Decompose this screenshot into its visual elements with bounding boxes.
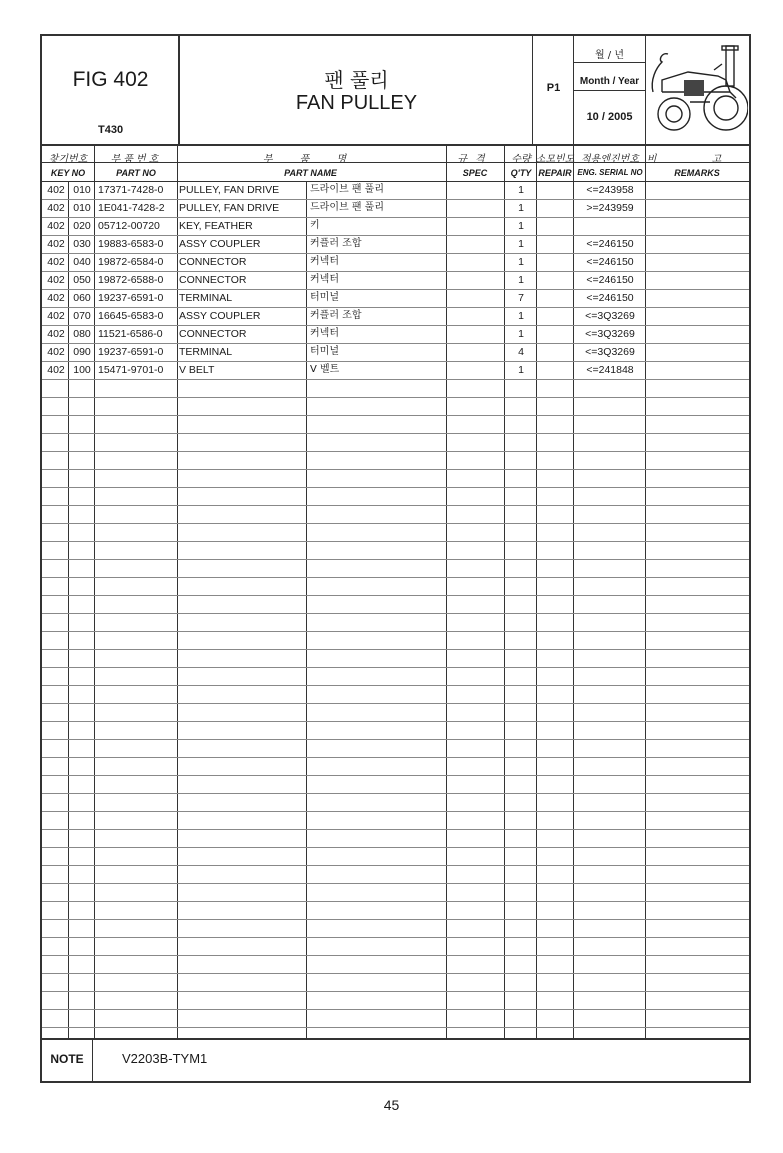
fig-number-cell: 402 xyxy=(47,292,65,304)
page-id: P1 xyxy=(546,82,561,94)
parts-sheet xyxy=(40,34,751,1083)
row-divider xyxy=(42,865,749,866)
key-number-cell: 050 xyxy=(73,274,91,286)
row-divider xyxy=(42,793,749,794)
qty-cell: 1 xyxy=(518,310,524,322)
serial-cell: <=246150 xyxy=(586,274,634,286)
serial-cell: <=3Q3269 xyxy=(585,310,635,322)
key-number-cell: 080 xyxy=(73,328,91,340)
part-number-cell: 15471-9701-0 xyxy=(98,364,164,376)
part-name-cell: CONNECTOR xyxy=(179,256,247,268)
serial-cell: <=246150 xyxy=(586,238,634,250)
part-name-korean-cell: 터미널 xyxy=(310,292,339,303)
serial-cell: <=243958 xyxy=(586,184,634,196)
column-header-spec-ko: 규격 xyxy=(457,154,493,165)
column-header-part-no: PART NO xyxy=(116,168,156,178)
part-number-cell: 19872-6588-0 xyxy=(98,274,164,286)
column-header-part-name-ko: 부 품 명 xyxy=(262,154,359,165)
row-divider xyxy=(42,523,749,524)
serial-cell: <=246150 xyxy=(586,256,634,268)
qty-cell: 1 xyxy=(518,184,524,196)
row-divider xyxy=(42,973,749,974)
qty-cell: 1 xyxy=(518,238,524,250)
note-divider xyxy=(42,1038,749,1040)
part-name-cell: CONNECTOR xyxy=(179,328,247,340)
column-header-part-name: PART NAME xyxy=(284,168,337,178)
column-header-repair-ko: 소모빈도 xyxy=(535,154,575,165)
part-name-korean-cell: 커플러 조합 xyxy=(310,310,362,321)
column-divider xyxy=(306,181,307,1038)
column-header-part-no-ko: 부품번호 xyxy=(110,154,162,165)
key-number-cell: 070 xyxy=(73,310,91,322)
row-divider xyxy=(42,649,749,650)
row-divider xyxy=(42,883,749,884)
qty-cell: 1 xyxy=(518,364,524,376)
part-number-cell: 16645-6583-0 xyxy=(98,310,164,322)
row-divider xyxy=(42,1027,749,1028)
note-text: V2203B-TYM1 xyxy=(122,1051,208,1066)
row-divider xyxy=(42,811,749,812)
part-name-korean-cell: 드라이브 팬 풀리 xyxy=(310,184,384,195)
part-name-cell: ASSY COUPLER xyxy=(179,310,261,322)
note-label: NOTE xyxy=(50,1052,84,1066)
column-header-divider xyxy=(42,162,749,163)
fig-number-cell: 402 xyxy=(47,202,65,214)
part-number-cell: 1E041-7428-2 xyxy=(98,202,165,214)
row-divider xyxy=(42,775,749,776)
fig-number-cell: 402 xyxy=(47,256,65,268)
column-divider xyxy=(446,144,447,1038)
serial-cell: <=3Q3269 xyxy=(585,346,635,358)
page-title: FAN PULLEY xyxy=(295,92,418,114)
key-number-cell: 010 xyxy=(73,202,91,214)
part-number-cell: 17371-7428-0 xyxy=(98,184,164,196)
fig-number-cell: 402 xyxy=(47,328,65,340)
title-korean: 팬 풀리 xyxy=(324,68,389,92)
row-divider xyxy=(42,847,749,848)
serial-cell: <=3Q3269 xyxy=(585,328,635,340)
row-divider xyxy=(42,955,749,956)
column-header-qty-ko: 수량 xyxy=(511,154,531,165)
part-name-korean-cell: 커넥터 xyxy=(310,328,339,339)
part-name-korean-cell: V 벨트 xyxy=(310,364,340,375)
qty-cell: 1 xyxy=(518,202,524,214)
row-divider xyxy=(42,703,749,704)
part-name-cell: PULLEY, FAN DRIVE xyxy=(179,184,280,196)
month-year-label-korean: 월 / 년 xyxy=(594,50,625,61)
column-header-remarks: REMARKS xyxy=(674,168,720,178)
part-name-korean-cell: 드라이브 팬 풀리 xyxy=(310,202,384,213)
row-divider xyxy=(42,487,749,488)
part-name-cell: V BELT xyxy=(179,364,215,376)
note-divider xyxy=(92,1038,93,1081)
fig-number-cell: 402 xyxy=(47,364,65,376)
row-divider xyxy=(42,469,749,470)
key-number-cell: 090 xyxy=(73,346,91,358)
serial-cell xyxy=(575,217,645,235)
part-name-korean-cell: 커넥터 xyxy=(310,256,339,267)
column-header-qty: Q'TY xyxy=(510,168,532,178)
row-divider xyxy=(42,685,749,686)
part-name-cell: CONNECTOR xyxy=(179,274,247,286)
serial-cell: <=246150 xyxy=(586,292,634,304)
row-divider xyxy=(42,901,749,902)
part-number-cell: 19237-6591-0 xyxy=(98,292,164,304)
part-name-korean-cell: 커넥터 xyxy=(310,274,339,285)
key-number-cell: 040 xyxy=(73,256,91,268)
part-name-korean-cell: 터미널 xyxy=(310,346,339,357)
row-divider xyxy=(42,595,749,596)
part-name-cell: ASSY COUPLER xyxy=(179,238,261,250)
part-number-cell: 05712-00720 xyxy=(98,220,160,232)
part-name-cell: TERMINAL xyxy=(179,346,233,358)
fig-number-cell: 402 xyxy=(47,346,65,358)
month-year-value: 10 / 2005 xyxy=(586,111,633,123)
row-divider xyxy=(42,379,749,380)
qty-cell: 4 xyxy=(518,346,524,358)
model-name: T430 xyxy=(98,124,124,136)
qty-cell: 7 xyxy=(518,292,524,304)
part-name-cell: TERMINAL xyxy=(179,292,233,304)
key-number-cell: 060 xyxy=(73,292,91,304)
fig-number-cell: 402 xyxy=(47,184,65,196)
fig-number-cell: 402 xyxy=(47,274,65,286)
fig-number-cell: 402 xyxy=(47,238,65,250)
row-divider xyxy=(42,631,749,632)
column-divider xyxy=(645,144,646,1038)
serial-cell: >=243959 xyxy=(586,202,634,214)
row-divider xyxy=(42,829,749,830)
row-divider xyxy=(42,757,749,758)
qty-cell: 1 xyxy=(518,274,524,286)
fig-number-cell: 402 xyxy=(47,310,65,322)
column-header-serial-ko: 적용엔진번호 xyxy=(581,154,639,165)
part-name-korean-cell: 커플러 조합 xyxy=(310,238,362,249)
key-number-cell: 100 xyxy=(73,364,91,376)
column-header-repair: REPAIR xyxy=(538,168,572,178)
column-header-remarks-ko: 비 고 xyxy=(646,154,748,165)
row-divider xyxy=(42,397,749,398)
part-number-cell: 11521-6586-0 xyxy=(98,328,163,340)
serial-cell: <=241848 xyxy=(586,364,634,376)
qty-cell: 1 xyxy=(518,256,524,268)
part-number-cell: 19883-6583-0 xyxy=(98,238,164,250)
row-divider xyxy=(42,577,749,578)
row-divider xyxy=(42,1009,749,1010)
row-divider xyxy=(42,739,749,740)
page-number: 45 xyxy=(383,1097,400,1113)
row-divider xyxy=(42,613,749,614)
part-name-cell: PULLEY, FAN DRIVE xyxy=(179,202,280,214)
row-divider xyxy=(42,991,749,992)
row-divider xyxy=(42,919,749,920)
column-header-spec: SPEC xyxy=(462,168,488,178)
column-header-serial: ENG. SERIAL NO xyxy=(577,168,643,177)
part-name-korean-cell: 키 xyxy=(310,220,320,231)
row-divider xyxy=(42,415,749,416)
row-divider xyxy=(42,937,749,938)
row-divider xyxy=(42,541,749,542)
row-divider xyxy=(42,721,749,722)
column-divider xyxy=(177,144,178,1038)
row-divider xyxy=(42,559,749,560)
fig-number-cell: 402 xyxy=(47,220,65,232)
row-divider xyxy=(42,505,749,506)
figure-number: FIG 402 xyxy=(72,68,149,91)
part-name-cell: KEY, FEATHER xyxy=(179,220,253,232)
key-number-cell: 030 xyxy=(73,238,91,250)
qty-cell: 1 xyxy=(518,220,524,232)
qty-cell: 1 xyxy=(518,328,524,340)
row-divider xyxy=(42,451,749,452)
month-year-label: Month / Year xyxy=(579,76,640,87)
row-divider xyxy=(42,667,749,668)
part-number-cell: 19872-6584-0 xyxy=(98,256,164,268)
key-number-cell: 010 xyxy=(73,184,91,196)
row-divider xyxy=(42,433,749,434)
column-divider xyxy=(573,144,574,1038)
part-number-cell: 19237-6591-0 xyxy=(98,346,164,358)
column-header-key: KEY NO xyxy=(50,168,86,178)
key-number-cell: 020 xyxy=(73,220,91,232)
column-header-key-ko: 찾기번호 xyxy=(48,154,88,165)
